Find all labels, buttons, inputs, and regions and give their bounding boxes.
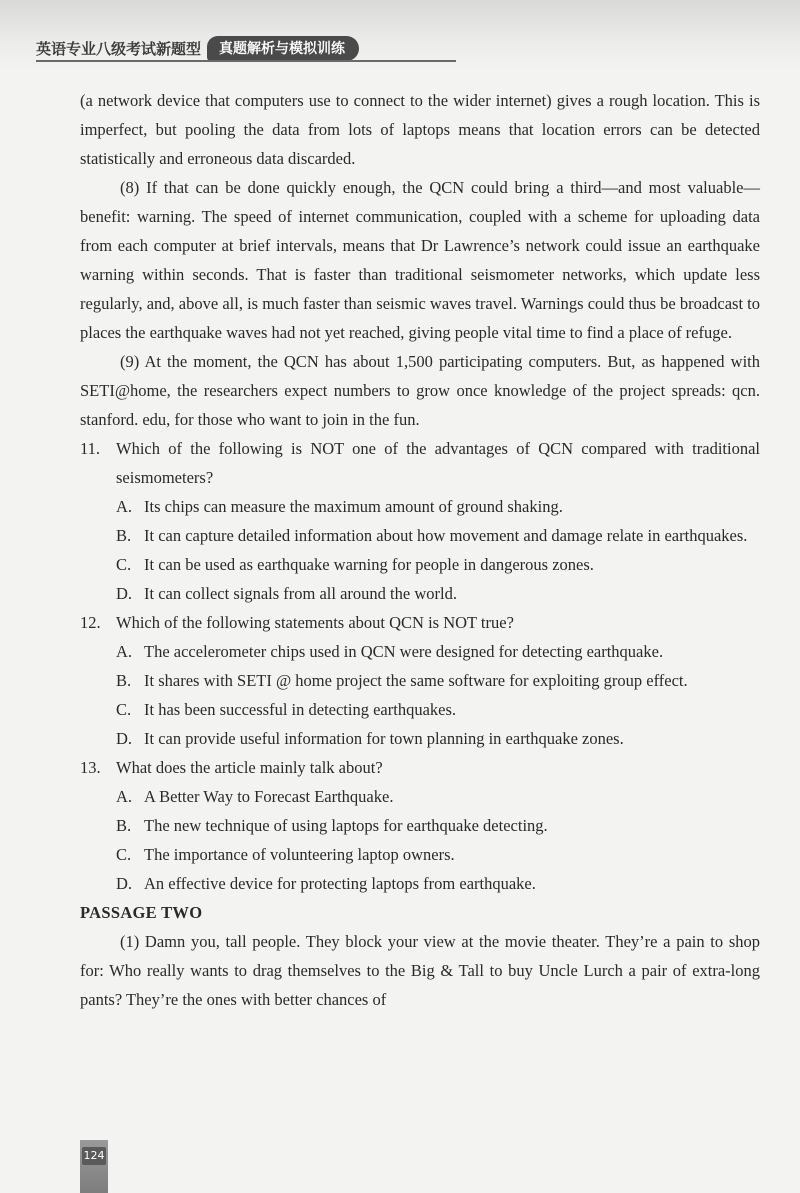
option-text: The importance of volunteering laptop owners. (144, 845, 455, 864)
question-number: 13. (80, 758, 101, 777)
option-c (116, 695, 760, 724)
option-a (116, 782, 760, 811)
option-text: It can capture detailed information about how movement and damage relate in earthquakes. (144, 526, 748, 545)
paragraph-8: (8) If that can be done quickly enough, the QCN could bring a third—and most valuable—benefit: warning. The speed of internet communication, coupled with a scheme for uploading data from each computer at brief intervals, means that Dr Lawrence’s network could issue an earthquake warning within seconds. That is faster than traditional seismometer networks, which update less regularly, and, above all, is much faster than seismic waves travel. Warnings could thus be broadcast to places the earthquake waves had not yet reached, giving people vital time to find a place of refuge. (80, 178, 761, 342)
header-rule (36, 60, 456, 62)
page-content (80, 86, 760, 1014)
passage-two-paragraph-1: (1) Damn you, tall people. They block your view at the movie theater. They’re a pain to shop for: Who really wants to drag themselves to the Big & Tall to buy Uncle Lurch a pair of extra-long pants? They’re the ones with better chances of (80, 932, 760, 1009)
option-b (116, 521, 760, 550)
option-c (116, 550, 760, 579)
passage-two-title: PASSAGE TWO (80, 903, 203, 922)
option-text: It can collect signals from all around the world. (144, 584, 457, 603)
option-letter: C. (116, 700, 132, 719)
option-letter: B. (116, 671, 132, 690)
paragraph-9: (9) At the moment, the QCN has about 1,500 participating computers. But, as happened with SETI@home, the researchers expect numbers to grow once knowledge of the project spreads: qcn. stanford. edu, for those who want to join in the fun. (80, 352, 760, 429)
question-stem: Which of the following is NOT one of the advantages of QCN compared with traditional seismometers? (116, 439, 760, 487)
option-letter: B. (116, 526, 132, 545)
option-letter: A. (116, 642, 133, 661)
option-text: Its chips can measure the maximum amount of ground shaking. (144, 497, 563, 516)
question-11 (80, 434, 760, 608)
option-d (116, 579, 760, 608)
option-letter: D. (116, 729, 133, 748)
question-12 (80, 608, 760, 753)
option-letter: B. (116, 816, 132, 835)
option-letter: A. (116, 497, 133, 516)
question-stem: What does the article mainly talk about? (116, 758, 383, 777)
paragraph-continued: (a network device that computers use to connect to the wider internet) gives a rough location. This is imperfect, but pooling the data from lots of laptops means that location errors can be detected statistically and erroneous data discarded. (80, 91, 760, 168)
option-c (116, 840, 760, 869)
option-a (116, 637, 760, 666)
option-text: The accelerometer chips used in QCN were designed for detecting earthquake. (144, 642, 664, 661)
running-header (36, 34, 359, 62)
option-b (116, 666, 760, 695)
question-number: 11. (80, 439, 101, 458)
question-number: 12. (80, 613, 101, 632)
book-subtitle-badge: 真题解析与模拟训练 (207, 36, 359, 61)
option-text: A Better Way to Forecast Earthquake. (144, 787, 394, 806)
book-series-title: 英语专业八级考试新题型 (36, 39, 202, 58)
option-text: It can be used as earthquake warning for people in dangerous zones. (144, 555, 594, 574)
option-letter: C. (116, 845, 132, 864)
option-d (116, 869, 760, 898)
option-letter: D. (116, 874, 133, 893)
option-text: It has been successful in detecting earthquakes. (144, 700, 457, 719)
option-d (116, 724, 760, 753)
option-letter: A. (116, 787, 133, 806)
page-number: 124 (82, 1147, 106, 1165)
option-text: It can provide useful information for town planning in earthquake zones. (144, 729, 624, 748)
option-a (116, 492, 760, 521)
question-13 (80, 753, 760, 898)
option-b (116, 811, 760, 840)
option-letter: D. (116, 584, 133, 603)
option-letter: C. (116, 555, 132, 574)
option-text: The new technique of using laptops for earthquake detecting. (144, 816, 548, 835)
option-text: An effective device for protecting laptops from earthquake. (144, 874, 536, 893)
question-stem: Which of the following statements about QCN is NOT true? (116, 613, 514, 632)
option-text: It shares with SETI @ home project the same software for exploiting group effect. (144, 671, 688, 690)
